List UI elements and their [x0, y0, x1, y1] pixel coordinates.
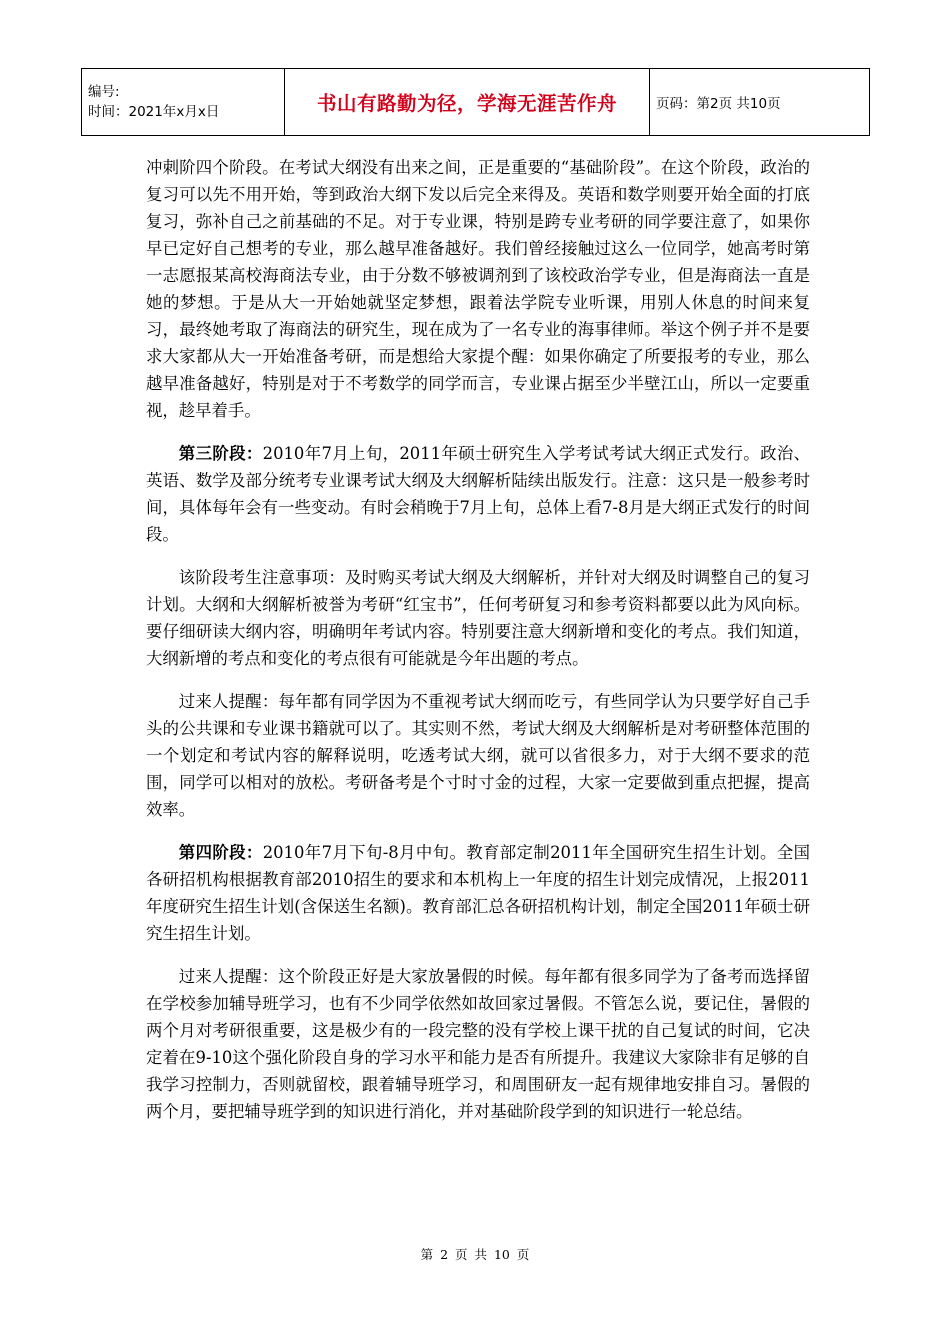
paragraph-text: 该阶段考生注意事项：及时购买考试大纲及大纲解析，并针对大纲及时调整自己的复习计划。大纲和大纲解析被誉为考研“红宝书”，任何考研复习和参考资料都要以此为风向标。要仔细研读大纲内容，明确明年考试内容。特别要注意大纲新增和变化的考点。我们知道，大纲新增的考点和变化的考点很有可能就是今年出题的考点。 [146, 568, 810, 668]
paragraph [146, 839, 810, 947]
page-footer: 第 2 页 共 10 页 [420, 1247, 530, 1262]
page-header [81, 68, 870, 136]
paragraph-text: 2010年7月上旬，2011年硕士研究生入学考试考试大纲正式发行。政治、英语、数学及部分统考专业课考试大纲及大纲解析陆续出版发行。注意：这只是一般参考时间，具体每年会有一些变动。有时会稍晚于7月上旬，总体上看7-8月是大纲正式发行的时间段。 [146, 444, 810, 544]
paragraph [146, 440, 810, 548]
number-label: 编号: [88, 84, 120, 100]
paragraph-text: 过来人提醒：这个阶段正好是大家放暑假的时候。每年都有很多同学为了备考而选择留在学校参加辅导班学习，也有不少同学依然如故回家过暑假。不管怎么说，要记住，暑假的两个月对考研很重要，这是极少有的一段完整的没有学校上课干扰的自己复试的时间，它决定着在9-10这个强化阶段自身的学习水平和能力是否有所提升。我建议大家除非有足够的自我学习控制力，否则就留校，跟着辅导班学习，和周围研友一起有规律地安排自习。暑假的两个月，要把辅导班学到的知识进行消化，并对基础阶段学到的知识进行一轮总结。 [146, 967, 810, 1121]
document-body [146, 154, 810, 1141]
paragraph-text: 过来人提醒：每年都有同学因为不重视考试大纲而吃亏，有些同学认为只要学好自己手头的公共课和专业课书籍就可以了。其实则不然，考试大纲及大纲解析是对考研整体范围的一个划定和考试内容的解释说明，吃透考试大纲，就可以省很多力，对于大纲不要求的范围，同学可以相对的放松。考研备考是个寸时寸金的过程，大家一定要做到重点把握，提高效率。 [146, 692, 810, 819]
paragraph [146, 963, 810, 1125]
paragraph [146, 154, 810, 424]
stage-heading: 第三阶段： [178, 444, 263, 463]
header-meta [82, 69, 285, 136]
paragraph-text: 2010年7月下旬-8月中旬。教育部定制2011年全国研究生招生计划。全国各研招机构根据教育部2010招生的要求和本机构上一年度的招生计划完成情况，上报2011年度研究生招生计划(含保送生名额)。教育部汇总各研招机构计划，制定全国2011年硕士研究生招生计划。 [146, 843, 810, 943]
time-label: 时间：2021年x月x日 [88, 104, 220, 120]
paragraph-text: 冲刺阶四个阶段。在考试大纲没有出来之间，正是重要的“基础阶段”。在这个阶段，政治的复习可以先不用开始，等到政治大纲下发以后完全来得及。英语和数学则要开始全面的打底复习，弥补自己之前基础的不足。对于专业课，特别是跨专业考研的同学要注意了，如果你早已定好自己想考的专业，那么越早准备越好。我们曾经接触过这么一位同学，她高考时第一志愿报某高校海商法专业，由于分数不够被调剂到了该校政治学专业，但是海商法一直是她的梦想。于是从大一开始她就坚定梦想，跟着法学院专业听课，用别人休息的时间来复习，最终她考取了海商法的研究生，现在成为了一名专业的海事律师。举这个例子并不是要求大家都从大一开始准备考研，而是想给大家提个醒：如果你确定了所要报考的专业，那么越早准备越好，特别是对于不考数学的同学而言，专业课占据至少半壁江山，所以一定要重视，趁早着手。 [146, 158, 810, 420]
paragraph [146, 564, 810, 672]
header-motto: 书山有路勤为径，学海无涯苦作舟 [285, 69, 650, 136]
header-page-info: 页码：第2页 共10页 [650, 69, 870, 136]
stage-heading: 第四阶段： [178, 843, 263, 862]
paragraph [146, 688, 810, 823]
